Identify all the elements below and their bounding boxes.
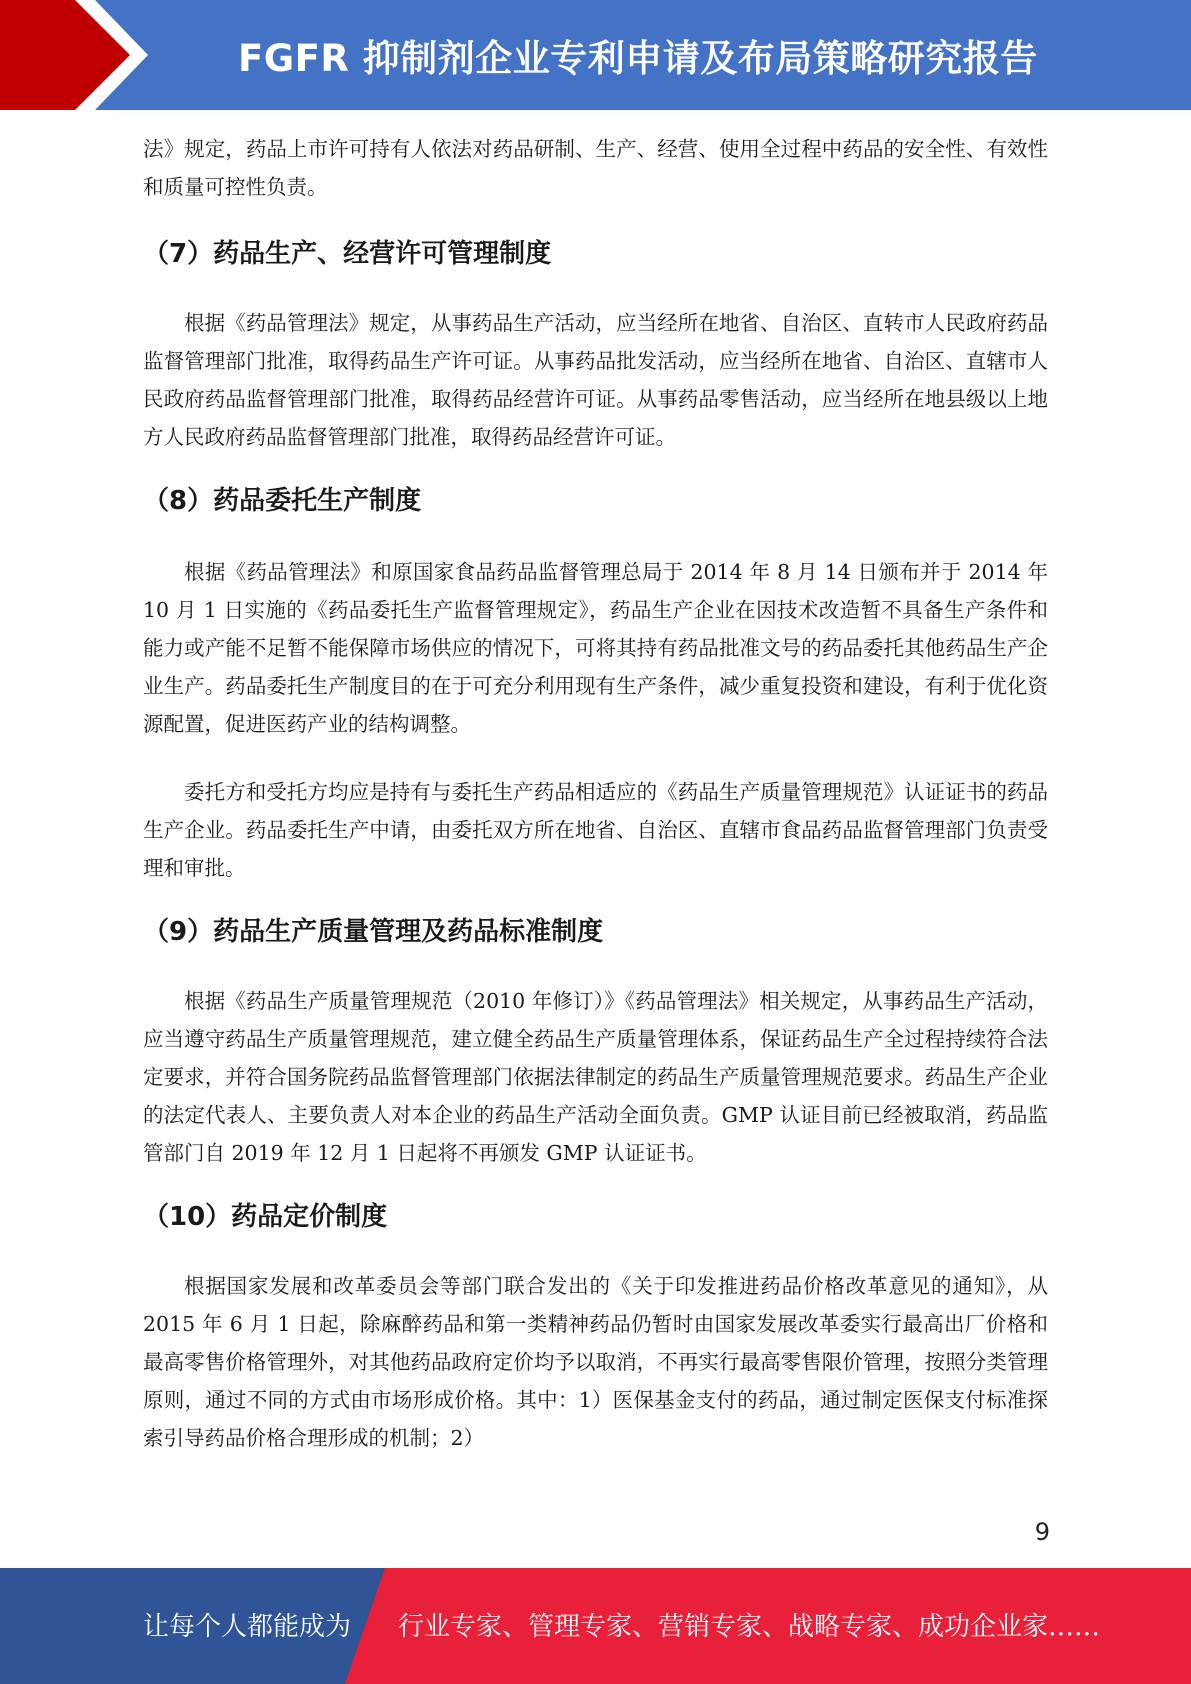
- heading-section-10: （10）药品定价制度: [143, 1202, 388, 1232]
- footer-slogan-left: 让每个人都能成为: [143, 1612, 352, 1642]
- heading-section-9: （9）药品生产质量管理及药品标准制度: [143, 917, 604, 947]
- report-title: FGFR 抑制剂企业专利申请及布局策略研究报告: [238, 37, 1038, 80]
- paragraph-intro: 法》规定，药品上市许可持有人依法对药品研制、生产、经营、使用全过程中药品的安全性、有效性和质量可控性负责。: [143, 137, 1048, 199]
- header-banner: [0, 0, 1191, 110]
- page-number: 9: [1034, 1518, 1050, 1546]
- paragraph-section-8a: 根据《药品管理法》和原国家食品药品监督管理总局于 2014 年 8 月 14 日颁布并于 2014 年 10 月 1 日实施的《药品委托生产监督管理规定》，药品生产企业在因技术改造暂不具备生产条件和能力或产能不足暂不能保障市场供应的情况下，可将其持有药品批准文号的药品委托其他药品生产企业生产。药品委托生产制度目的在于可充分利用现有生产条件，减少重复投资和建设，有利于优化资源配置，促进医药产业的结构调整。: [143, 560, 1048, 736]
- paragraph-section-7: 根据《药品管理法》规定，从事药品生产活动，应当经所在地省、自治区、直转市人民政府药品监督管理部门批准，取得药品生产许可证。从事药品批发活动，应当经所在地省、自治区、直辖市人民政府药品监督管理部门批准，取得药品经营许可证。从事药品零售活动，应当经所在地县级以上地方人民政府药品监督管理部门批准，取得药品经营许可证。: [143, 311, 1048, 449]
- paragraph-section-8b: 委托方和受托方均应是持有与委托生产药品相适应的《药品生产质量管理规范》认证证书的药品生产企业。药品委托生产中请，由委托双方所在地省、自治区、直辖市食品药品监督管理部门负责受理和审批。: [143, 780, 1048, 880]
- heading-section-8: （8）药品委托生产制度: [143, 486, 422, 516]
- paragraph-section-10: 根据国家发展和改革委员会等部门联合发出的《关于印发推进药品价格改革意见的通知》，从 2015 年 6 月 1 日起，除麻醉药品和第一类精神药品仍暂时由国家发展改革委实行最高出厂价格和最高零售价格管理外，对其他药品政府定价均予以取消，不再实行最高零售限价管理，按照分类管理原则，通过不同的方式由市场形成价格。其中：1）医保基金支付的药品，通过制定医保支付标准探索引导药品价格合理形成的机制；2）: [143, 1274, 1048, 1450]
- header-red-chevron: [0, 0, 148, 110]
- document-body: [143, 130, 1048, 1457]
- footer-slogan-right: 行业专家、管理专家、营销专家、战略专家、成功企业家……: [398, 1612, 1101, 1642]
- heading-section-7: （7）药品生产、经营许可管理制度: [143, 239, 552, 269]
- footer-banner: [0, 1568, 1191, 1684]
- paragraph-section-9: 根据《药品生产质量管理规范（2010 年修订）》《药品管理法》相关规定，从事药品生产活动，应当遵守药品生产质量管理规范，建立健全药品生产质量管理体系，保证药品生产全过程持续符合法定要求，并符合国务院药品监督管理部门依据法律制定的药品生产质量管理规范要求。药品生产企业的法定代表人、主要负责人对本企业的药品生产活动全面负责。GMP 认证目前已经被取消，药品监管部门自 2019 年 12 月 1 日起将不再颁发 GMP 认证证书。: [143, 989, 1048, 1165]
